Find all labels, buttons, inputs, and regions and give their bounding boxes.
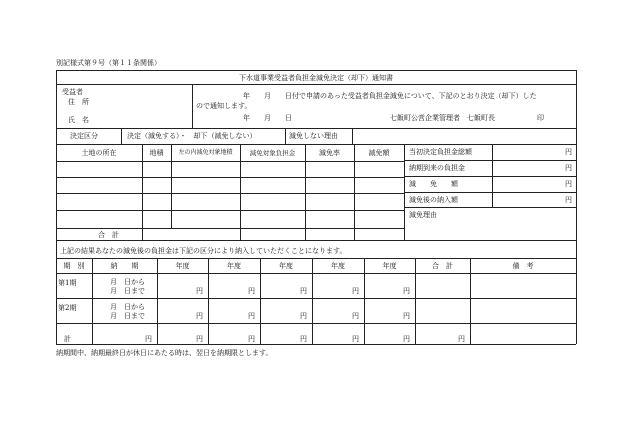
period-1-yen-3: 円 xyxy=(300,287,307,295)
period-1-to: 月 日まで xyxy=(110,287,145,295)
period-2-from: 月 日から xyxy=(110,303,145,311)
border-line xyxy=(56,70,57,344)
summary-reduction-unit: 円 xyxy=(565,180,572,188)
land-header-target-charge: 減免対象負担金 xyxy=(249,149,296,157)
seal-mark: 印 xyxy=(537,114,544,122)
schedule-header-total: 合 計 xyxy=(432,262,453,270)
border-line xyxy=(305,144,306,240)
border-line xyxy=(56,344,576,345)
schedule-header-period: 期 別 xyxy=(63,262,85,270)
border-line xyxy=(192,84,193,128)
period-2-yen-3: 円 xyxy=(300,312,307,320)
sum-yen-5: 円 xyxy=(403,335,410,343)
period-1-yen-2: 円 xyxy=(248,287,255,295)
border-line xyxy=(56,193,404,194)
border-line xyxy=(56,273,576,274)
schedule-header-year-4: 年度 xyxy=(331,262,345,270)
land-header-amount: 減免額 xyxy=(368,149,390,157)
summary-payment-label: 減免後の納入額 xyxy=(409,196,458,204)
border-line xyxy=(404,207,576,208)
border-line xyxy=(364,258,365,344)
sum-yen-3: 円 xyxy=(300,335,307,343)
sum-yen-0: 円 xyxy=(145,335,152,343)
border-line xyxy=(312,258,313,344)
schedule-header-year-1: 年度 xyxy=(175,262,190,270)
issuer-name: 七飯町公営企業管理者 七飯町長 xyxy=(390,114,495,122)
recipient-label: 受益者 xyxy=(62,88,83,96)
summary-initial-total-label: 当初決定負担金総額 xyxy=(409,148,472,156)
reduction-reason-label: 減免理由 xyxy=(409,211,437,219)
border-line xyxy=(56,161,404,162)
notice-line-2: ので通知します。 xyxy=(196,102,252,110)
schedule-header-remarks: 備 考 xyxy=(512,262,534,270)
border-line xyxy=(157,258,158,344)
sum-yen-2: 円 xyxy=(248,335,255,343)
sum-label: 計 xyxy=(64,335,71,343)
border-line xyxy=(56,228,404,229)
border-line xyxy=(404,176,576,177)
border-line xyxy=(56,70,576,71)
border-line xyxy=(404,192,576,193)
sum-yen-1: 円 xyxy=(196,335,203,343)
result-note: 上記の結果あなたの減免後の負担金は下記の区分により納入していただくことになります。 xyxy=(60,247,347,255)
form-number: 別記様式第９号（第１１条関係） xyxy=(56,59,161,67)
border-line xyxy=(56,177,404,178)
border-line xyxy=(56,240,576,241)
summary-payment-unit: 円 xyxy=(565,196,572,204)
period-2-yen-2: 円 xyxy=(248,312,255,320)
border-line xyxy=(240,144,241,240)
period-2-to: 月 日まで xyxy=(110,312,145,320)
notice-date: 年 月 日 xyxy=(243,114,292,122)
notice-line-1: 年 月 日付で申請のあった受益者負担金減免について、下記のとおり決定（却下）した xyxy=(243,92,537,100)
rejection-reason-label: 減免しない理由 xyxy=(289,132,338,140)
border-line xyxy=(415,258,416,344)
schedule-header-year-2: 年度 xyxy=(227,262,241,270)
land-header-rate: 減免率 xyxy=(319,149,340,157)
border-line xyxy=(56,298,576,299)
border-line xyxy=(260,258,261,344)
land-header-target-area: 左の内減免対象地積 xyxy=(178,149,233,156)
land-total-label: 合 計 xyxy=(98,231,119,239)
address-label: 住 所 xyxy=(68,98,89,106)
border-line xyxy=(56,323,576,324)
border-line xyxy=(576,70,577,344)
period-2-yen-4: 円 xyxy=(352,312,359,320)
border-line xyxy=(56,210,404,211)
decision-category-label: 決定区分 xyxy=(70,132,98,140)
border-line xyxy=(354,144,355,240)
period-1-from: 月 日から xyxy=(110,278,145,286)
border-line xyxy=(404,160,576,161)
schedule-header-due: 納 期 xyxy=(110,262,139,270)
border-line xyxy=(56,144,576,145)
border-line xyxy=(121,128,122,144)
period-1-yen-5: 円 xyxy=(403,287,410,295)
schedule-header-year-5: 年度 xyxy=(382,262,397,270)
sum-yen-total: 円 xyxy=(458,335,465,343)
schedule-header-year-3: 年度 xyxy=(279,262,293,270)
period-1-yen-1: 円 xyxy=(196,287,203,295)
border-line xyxy=(352,128,353,144)
land-header-location: 土地の所在 xyxy=(81,149,117,157)
period-2-yen-5: 円 xyxy=(403,312,410,320)
border-line xyxy=(56,84,576,85)
border-line xyxy=(56,128,576,129)
footnote: 納期間中、納期最終日が休日にあたる時は、翌日を納期限とします。 xyxy=(56,349,273,357)
border-line xyxy=(208,258,209,344)
sum-yen-4: 円 xyxy=(352,335,359,343)
period-1-yen-4: 円 xyxy=(352,287,359,295)
land-header-area: 地積 xyxy=(149,149,164,157)
decision-choice: 決定（減免する）・ 却下（減免しない） xyxy=(127,132,257,140)
border-line xyxy=(285,128,286,144)
border-line xyxy=(142,144,143,240)
summary-due-charge-label: 納期到来の負担金 xyxy=(409,164,465,172)
period-2-yen-1: 円 xyxy=(196,312,203,320)
name-label: 氏 名 xyxy=(68,116,89,124)
summary-reduction-label: 減 免 額 xyxy=(409,180,458,188)
border-line xyxy=(470,258,471,344)
summary-due-charge-unit: 円 xyxy=(565,164,572,172)
summary-initial-total-unit: 円 xyxy=(565,148,572,156)
border-line xyxy=(56,258,576,259)
form-title: 下水道事業受益者負担金減免決定（却下）通知書 xyxy=(239,74,393,82)
border-line xyxy=(92,258,93,344)
period-1-label: 第1期 xyxy=(58,279,77,287)
period-2-label: 第2期 xyxy=(58,304,77,312)
